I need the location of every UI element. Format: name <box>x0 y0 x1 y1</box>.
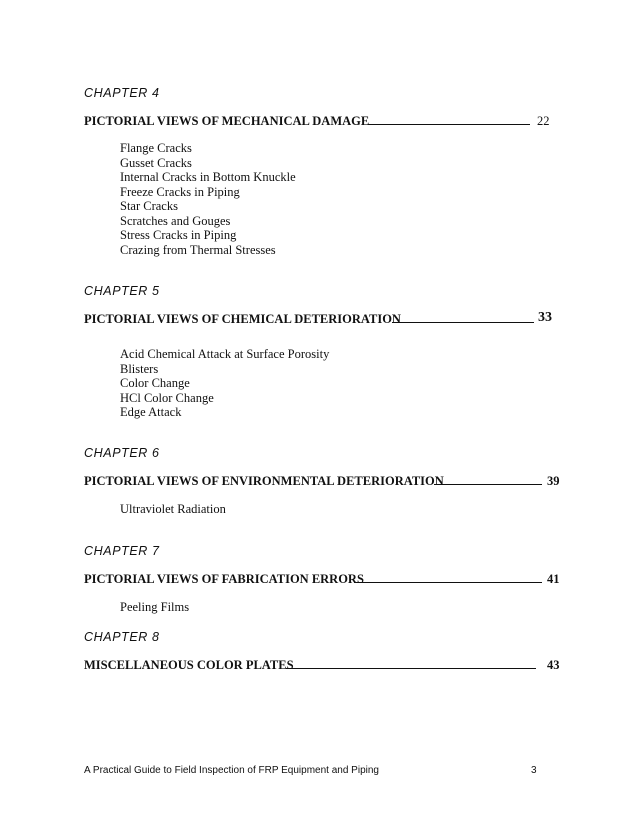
list-item: Edge Attack <box>120 405 182 419</box>
chapter-4-title: PICTORIAL VIEWS OF MECHANICAL DAMAGE <box>84 114 370 128</box>
chapter-7-page: 41 <box>547 572 560 586</box>
chapter-6-label: CHAPTER 6 <box>84 446 160 460</box>
list-item: Crazing from Thermal Stresses <box>120 242 276 257</box>
chapter-5-leader-rule <box>392 322 534 323</box>
chapter-5-title: PICTORIAL VIEWS OF CHEMICAL DETERIORATION <box>84 312 401 326</box>
chapter-6-item-list <box>120 502 226 517</box>
footer-page-number: 3 <box>531 765 537 776</box>
list-item: Peeling Films <box>120 600 190 614</box>
chapter-5-page: 33 <box>538 310 552 325</box>
chapter-4-label: CHAPTER 4 <box>84 86 160 100</box>
chapter-4-page: 22 <box>537 114 550 128</box>
chapter-6-page: 39 <box>547 474 560 488</box>
list-item: HCl Color Change <box>120 390 214 405</box>
chapter-5-item-list <box>120 347 329 420</box>
list-item: Acid Chemical Attack at Surface Porosity <box>120 347 330 361</box>
list-item: Scratches and Gouges <box>120 213 231 228</box>
chapter-8-label: CHAPTER 8 <box>84 630 160 644</box>
chapter-6-title: PICTORIAL VIEWS OF ENVIRONMENTAL DETERIORATION <box>84 474 444 488</box>
chapter-4-item-list <box>120 141 296 257</box>
list-item: Stress Cracks in Piping <box>120 228 237 242</box>
chapter-5-label: CHAPTER 5 <box>84 284 160 298</box>
list-item: Ultraviolet Radiation <box>120 502 226 516</box>
list-item: Flange Cracks <box>120 141 192 155</box>
list-item: Blisters <box>120 361 159 376</box>
chapter-7-item-list <box>120 600 189 615</box>
chapter-7-label: CHAPTER 7 <box>84 544 160 558</box>
footer-text: A Practical Guide to Field Inspection of FRP Equipment and Piping <box>84 765 379 776</box>
chapter-4-leader-rule <box>368 124 530 125</box>
list-item: Gusset Cracks <box>120 155 192 170</box>
chapter-8-leader-rule <box>286 668 536 669</box>
chapter-8-page: 43 <box>547 658 560 672</box>
list-item: Star Cracks <box>120 199 178 213</box>
chapter-7-leader-rule <box>354 582 542 583</box>
chapter-7-title: PICTORIAL VIEWS OF FABRICATION ERRORS <box>84 572 364 586</box>
chapter-8-title: MISCELLANEOUS COLOR PLATES <box>84 658 294 672</box>
list-item: Internal Cracks in Bottom Knuckle <box>120 170 296 184</box>
list-item: Freeze Cracks in Piping <box>120 184 240 199</box>
list-item: Color Change <box>120 376 190 390</box>
chapter-6-leader-rule <box>434 484 542 485</box>
